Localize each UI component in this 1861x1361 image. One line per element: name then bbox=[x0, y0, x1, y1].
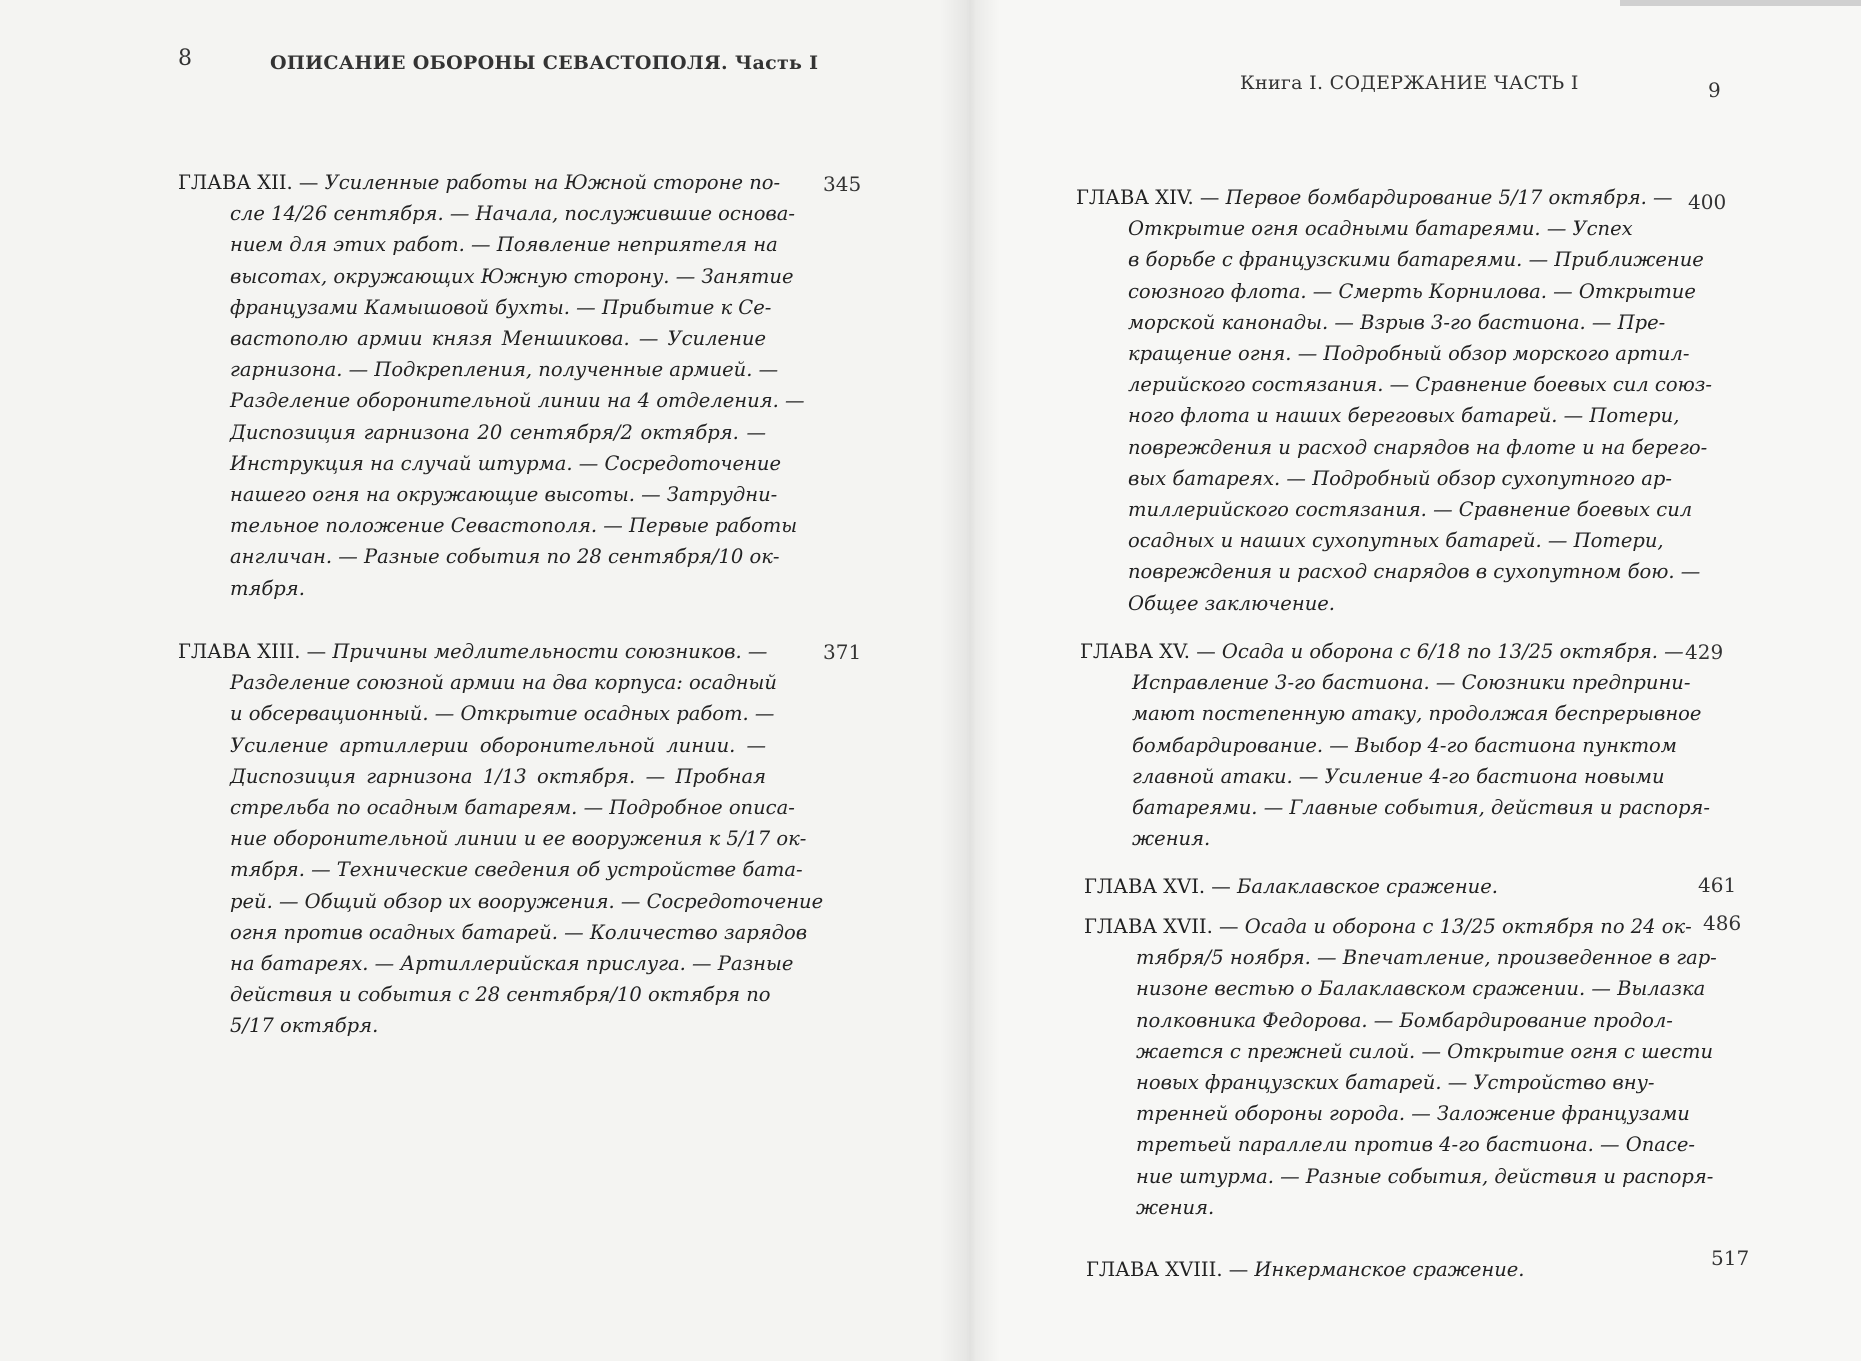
toc-line: вастополю армии князя Меншикова. — Усиление bbox=[230, 327, 766, 351]
toc-line: ного флота и наших береговых батарей. — Потери, bbox=[1128, 404, 1680, 428]
toc-line: действия и события с 28 сентября/10 октября по bbox=[230, 983, 771, 1007]
chapter-label: ГЛАВА XVII. — bbox=[1084, 915, 1239, 938]
chapter-desc: Усиленные работы на Южной стороне по- bbox=[324, 171, 781, 194]
toc-line: тября/5 ноября. — Впечатление, произведенное в гар- bbox=[1136, 946, 1717, 970]
chapter-desc: Балаклавское сражение. bbox=[1237, 875, 1498, 898]
toc-line: нием для этих работ. — Появление неприятеля на bbox=[230, 233, 778, 257]
chapter-label: ГЛАВА XII. — bbox=[178, 171, 319, 194]
toc-entry-first-line bbox=[178, 167, 781, 198]
toc-line: гарнизона. — Подкрепления, полученные армией. — bbox=[230, 358, 779, 382]
page-number-429: 429 bbox=[1685, 640, 1724, 664]
toc-line: стрельба по осадным батареям. — Подробное описа- bbox=[230, 796, 795, 820]
toc-line: Усиление артиллерии оборонительной линии. — bbox=[230, 733, 766, 757]
toc-line: Диспозиция гарнизона 1/13 октября. — Пробная bbox=[230, 764, 766, 788]
toc-entry-first-line bbox=[1076, 182, 1673, 213]
toc-line: ние оборонительной линии и ее вооружения к 5/17 ок- bbox=[230, 827, 807, 851]
toc-line: третьей параллели против 4-го бастиона. — Опасе- bbox=[1136, 1133, 1695, 1157]
toc-line: французами Камышовой бухты. — Прибытие к Се- bbox=[230, 295, 772, 319]
chapter-label: ГЛАВА XVI. — bbox=[1084, 875, 1231, 898]
chapter-label: ГЛАВА XVIII. — bbox=[1086, 1258, 1249, 1281]
toc-line: тября. bbox=[230, 576, 305, 600]
chapter-label: ГЛАВА XV. — bbox=[1080, 640, 1216, 663]
toc-line: низоне вестью о Балаклавском сражении. — Вылазка bbox=[1136, 977, 1706, 1001]
toc-line: тренней обороны города. — Заложение французами bbox=[1136, 1102, 1690, 1126]
chapter-desc: Первое бомбардирование 5/17 октября. — bbox=[1225, 186, 1673, 209]
toc-line: рей. — Общий обзор их вооружения. — Сосредоточение bbox=[230, 889, 824, 913]
toc-entry-chapter-17 bbox=[1084, 911, 1717, 1223]
toc-line: бомбардирование. — Выбор 4-го бастиона пунктом bbox=[1132, 733, 1677, 757]
toc-line: осадных и наших сухопутных батарей. — Потери, bbox=[1128, 529, 1664, 553]
toc-line: главной атаки. — Усиление 4-го бастиона новыми bbox=[1132, 764, 1665, 788]
toc-line: батареями. — Главные события, действия и распоря- bbox=[1132, 796, 1710, 820]
chapter-desc: Причины медлительности союзников. — bbox=[332, 640, 768, 663]
toc-entry-chapter-13 bbox=[178, 636, 824, 1042]
toc-line: Общее заключение. bbox=[1128, 591, 1335, 615]
page-number-517: 517 bbox=[1711, 1246, 1750, 1270]
toc-entry-chapter-16 bbox=[1084, 871, 1612, 902]
page-number-400: 400 bbox=[1688, 190, 1727, 214]
left-folio: 8 bbox=[178, 46, 192, 71]
toc-line: в борьбе с французскими батареями. — Приближение bbox=[1128, 248, 1704, 272]
toc-entry-first-line bbox=[1086, 1254, 1614, 1285]
toc-line: ние штурма. — Разные события, действия и распоря- bbox=[1136, 1164, 1714, 1188]
toc-line: Разделение союзной армии на два корпуса: осадный bbox=[230, 671, 777, 695]
toc-line: Диспозиция гарнизона 20 сентября/2 октября. — bbox=[230, 420, 766, 444]
chapter-desc: Осада и оборона с 6/18 по 13/25 октября. — bbox=[1221, 640, 1684, 663]
toc-entry-first-line bbox=[178, 636, 766, 667]
toc-line: англичан. — Разные события по 28 сентября/10 ок- bbox=[230, 545, 780, 569]
right-running-head: Книга I. СОДЕРЖАНИЕ ЧАСТЬ I bbox=[1240, 72, 1579, 94]
toc-line: нашего огня на окружающие высоты. — Затрудни- bbox=[230, 483, 778, 507]
toc-line: Разделение оборонительной линии на 4 отделения. — bbox=[230, 389, 805, 413]
left-running-head: ОПИСАНИЕ ОБОРОНЫ СЕВАСТОПОЛЯ. Часть I bbox=[270, 52, 819, 74]
toc-line: кращение огня. — Подробный обзор морского артил- bbox=[1128, 342, 1690, 366]
toc-line: вых батареях. — Подробный обзор сухопутного ар- bbox=[1128, 466, 1672, 490]
toc-line: союзного флота. — Смерть Корнилова. — Открытие bbox=[1128, 279, 1696, 303]
page-number-371: 371 bbox=[823, 640, 862, 664]
page-number-461: 461 bbox=[1698, 873, 1737, 897]
scan-edge bbox=[1620, 0, 1861, 6]
toc-line: сле 14/26 сентября. — Начала, послужившие основа- bbox=[230, 202, 795, 226]
toc-line: на батареях. — Артиллерийская прислуга. — Разные bbox=[230, 952, 794, 976]
toc-line: тября. — Технические сведения об устройстве бата- bbox=[230, 858, 803, 882]
toc-line: Открытие огня осадными батареями. — Успех bbox=[1128, 217, 1633, 241]
toc-line: высотах, окружающих Южную сторону. — Занятие bbox=[230, 264, 794, 288]
toc-line: повреждения и расход снарядов в сухопутном бою. — bbox=[1128, 560, 1701, 584]
right-page bbox=[968, 0, 1861, 1361]
chapter-desc: Инкерманское сражение. bbox=[1254, 1258, 1525, 1281]
toc-entry-chapter-18 bbox=[1086, 1254, 1614, 1285]
toc-entry-first-line bbox=[1080, 636, 1684, 667]
toc-line: мают постепенную атаку, продолжая беспрерывное bbox=[1132, 702, 1702, 726]
toc-line: Исправление 3-го бастиона. — Союзники предприни- bbox=[1132, 671, 1691, 695]
toc-line: Инструкция на случай штурма. — Сосредоточение bbox=[230, 451, 781, 475]
toc-line: и обсервационный. — Открытие осадных работ. — bbox=[230, 702, 775, 726]
toc-entry-first-line bbox=[1084, 871, 1612, 902]
page-number-345: 345 bbox=[823, 172, 862, 196]
page-number-486: 486 bbox=[1703, 911, 1742, 935]
chapter-desc: Осада и оборона с 13/25 октября по 24 ок- bbox=[1244, 915, 1692, 938]
toc-line: жения. bbox=[1136, 1195, 1215, 1219]
toc-entry-first-line bbox=[1084, 911, 1692, 942]
chapter-label: ГЛАВА XIV. — bbox=[1076, 186, 1220, 209]
toc-line: тиллерийского состязания. — Сравнение боевых сил bbox=[1128, 498, 1693, 522]
chapter-label: ГЛАВА XIII. — bbox=[178, 640, 327, 663]
toc-line: лерийского состязания. — Сравнение боевых сил союз- bbox=[1128, 373, 1712, 397]
toc-entry-chapter-12 bbox=[178, 167, 805, 604]
toc-line: тельное положение Севастополя. — Первые работы bbox=[230, 514, 798, 538]
toc-line: морской канонады. — Взрыв 3-го бастиона. — Пре- bbox=[1128, 310, 1666, 334]
toc-line: повреждения и расход снарядов на флоте и на берего- bbox=[1128, 435, 1708, 459]
right-folio: 9 bbox=[1708, 78, 1721, 102]
toc-line: 5/17 октября. bbox=[230, 1014, 379, 1038]
toc-line: жается с прежней силой. — Открытие огня с шести bbox=[1136, 1039, 1714, 1063]
toc-line: полковника Федорова. — Бомбардирование продол- bbox=[1136, 1008, 1673, 1032]
toc-line: жения. bbox=[1132, 827, 1211, 851]
toc-line: огня против осадных батарей. — Количество зарядов bbox=[230, 920, 808, 944]
toc-line: новых французских батарей. — Устройство вну- bbox=[1136, 1071, 1655, 1095]
